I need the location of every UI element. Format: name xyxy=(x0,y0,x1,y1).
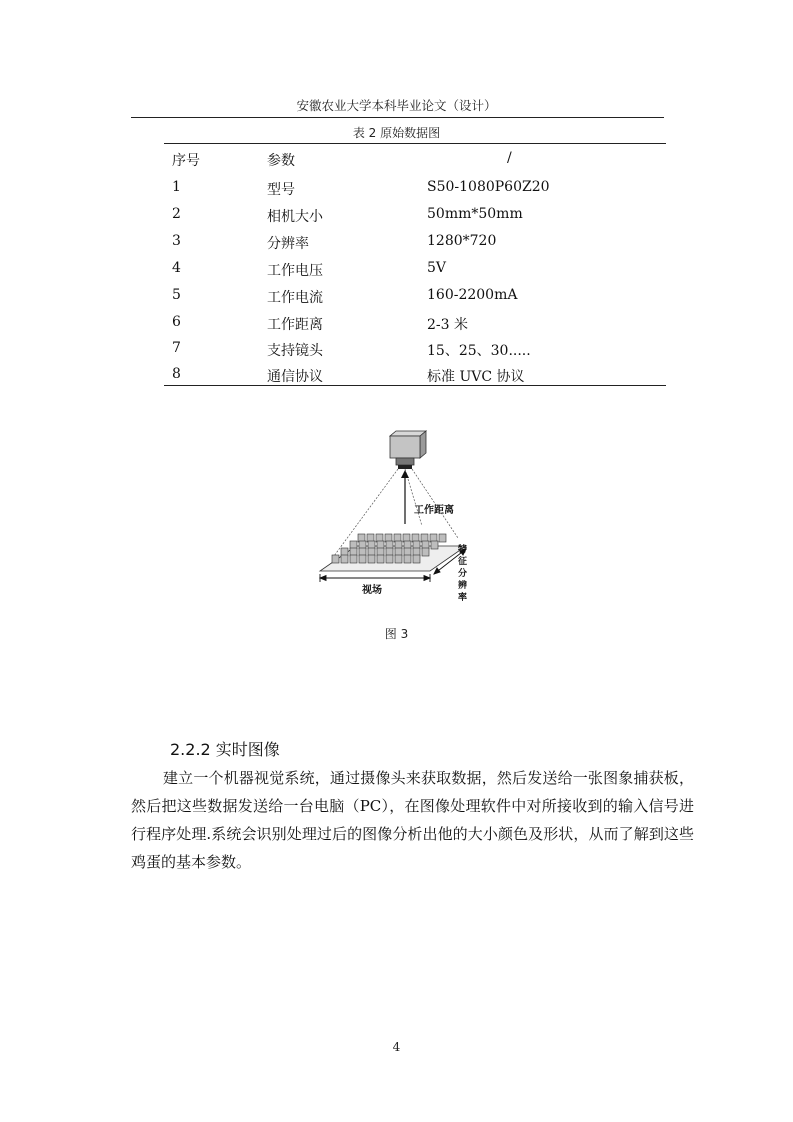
cell-value: 2-3 米 xyxy=(427,317,468,333)
table-row xyxy=(164,336,666,362)
table-row xyxy=(164,283,666,309)
column-header-index: 序号 xyxy=(172,153,200,169)
cell-value: 标准 UVC 协议 xyxy=(427,369,525,385)
header-rule xyxy=(131,117,664,118)
page-number: 4 xyxy=(392,1040,401,1054)
running-header: 安徽农业大学本科毕业论文（设计） xyxy=(296,98,497,113)
cell-index: 1 xyxy=(172,179,181,195)
table-row xyxy=(164,310,666,336)
svg-text:特: 特 xyxy=(458,545,468,555)
table-bottom-rule xyxy=(164,385,666,386)
cell-parameter: 型号 xyxy=(267,182,295,198)
table-row xyxy=(164,202,666,228)
body-paragraph: 建立一个机器视觉系统，通过摄像头来获取数据，然后发送给一张图象捕获板，然后把这些数据发送给一台电脑（PC），在图像处理软件中对所接收到的输入信号进行程序处理.系统会识别处理过后的图像分析出他的大小颜色及形状，从而了解到这些鸡蛋的基本参数。 xyxy=(131,769,694,871)
cell-value: S50-1080P60Z20 xyxy=(427,179,550,195)
cell-value: 15、25、30..... xyxy=(427,343,531,359)
cell-parameter: 工作电流 xyxy=(267,290,323,306)
working-distance-arrow xyxy=(401,470,409,524)
cell-index: 4 xyxy=(172,260,181,276)
table-caption: 表 2 原始数据图 xyxy=(352,126,441,140)
feature-resolution-label xyxy=(457,543,467,603)
cell-index: 8 xyxy=(172,366,181,382)
table-header-row xyxy=(164,146,666,172)
table-row xyxy=(164,229,666,255)
cell-value: 1280*720 xyxy=(427,233,497,249)
cell-parameter: 支持镜头 xyxy=(267,343,323,359)
cell-index: 7 xyxy=(172,340,181,356)
cell-parameter: 相机大小 xyxy=(267,209,323,225)
cell-parameter: 通信协议 xyxy=(267,369,323,385)
working-distance-label: 工作距离 xyxy=(414,505,454,516)
cell-index: 2 xyxy=(172,206,181,222)
table-top-rule xyxy=(164,143,666,144)
field-of-view-label: 视场 xyxy=(362,585,382,596)
cell-parameter: 分辨率 xyxy=(267,236,309,252)
svg-text:征: 征 xyxy=(458,557,468,567)
svg-text:分: 分 xyxy=(458,569,468,579)
cell-parameter: 工作电压 xyxy=(267,263,323,279)
svg-text:率: 率 xyxy=(458,593,468,603)
svg-text:辨: 辨 xyxy=(458,581,468,591)
section-heading: 2.2.2 实时图像 xyxy=(170,740,280,759)
cell-value: 160-2200mA xyxy=(427,287,518,303)
cell-value: 50mm*50mm xyxy=(427,206,523,222)
table-row xyxy=(164,175,666,201)
cell-parameter: 工作距离 xyxy=(267,317,323,333)
cell-index: 3 xyxy=(172,233,181,249)
machine-vision-figure xyxy=(310,428,480,610)
cell-index: 6 xyxy=(172,314,181,330)
column-header-value: / xyxy=(507,150,512,166)
camera-icon xyxy=(390,431,426,469)
table-row xyxy=(164,256,666,282)
cell-value: 5V xyxy=(427,260,447,276)
column-header-parameter: 参数 xyxy=(267,153,295,169)
cell-index: 5 xyxy=(172,287,181,303)
figure-caption: 图 3 xyxy=(384,627,409,641)
